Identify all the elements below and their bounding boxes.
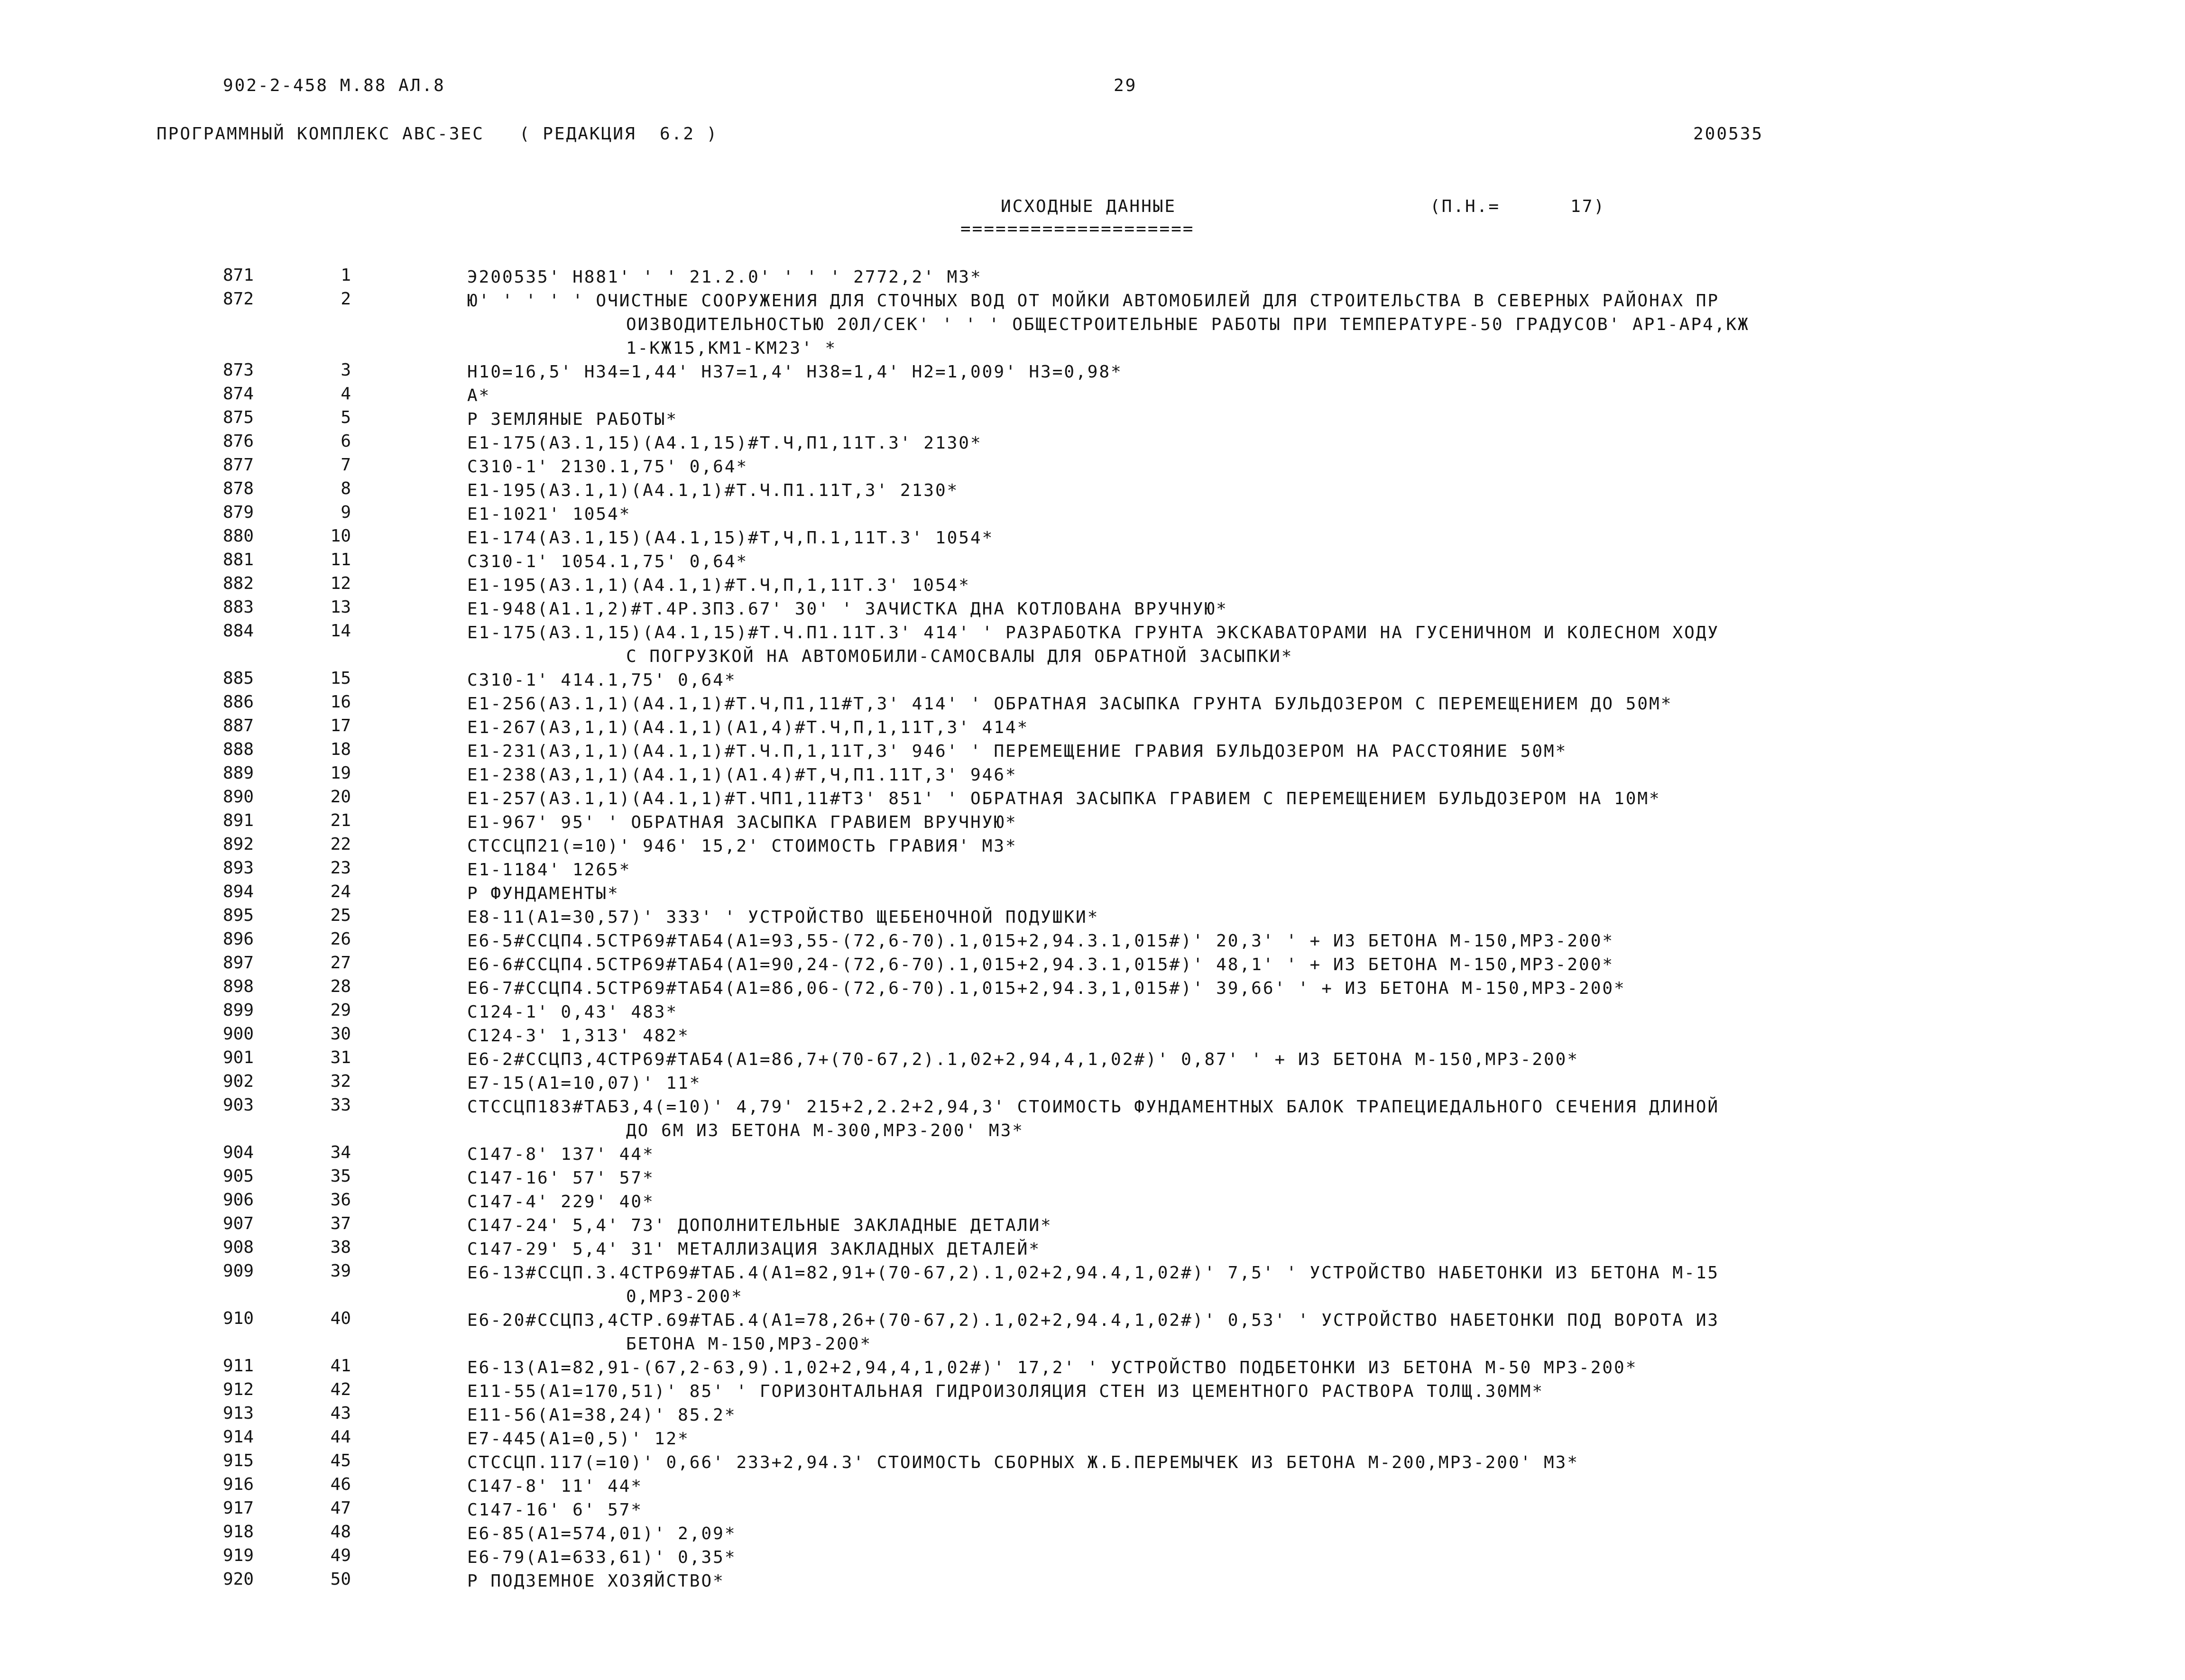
record-line: С147-8' 137' 44* bbox=[467, 1145, 655, 1164]
listing-row bbox=[0, 526, 2185, 550]
listing-row bbox=[0, 716, 2185, 740]
local-line-number: 32 bbox=[330, 1072, 351, 1091]
record-continuation-line: БЕТОНА М-150,МРЗ-200* bbox=[626, 1334, 872, 1354]
record-text bbox=[467, 1238, 2018, 1261]
record-text bbox=[467, 811, 2018, 835]
listing-row bbox=[0, 1522, 2185, 1546]
record-line: С310-1' 2130.1,75' 0,64* bbox=[467, 457, 748, 477]
local-line-number: 9 bbox=[341, 503, 351, 522]
global-line-number: 878 bbox=[222, 479, 254, 498]
section-parameter: (П.Н.= 17) bbox=[1430, 197, 1606, 216]
record-continuation-line: ОИЗВОДИТЕЛЬНОСТЬЮ 20Л/СЕК' ' ' ' ОБЩЕСТРОИТЕЛЬНЫЕ РАБОТЫ ПРИ ТЕМПЕРАТУРЕ-50 ГРАДУСОВ' АР1-АР4,КЖ bbox=[626, 315, 1750, 334]
global-line-number: 876 bbox=[222, 431, 254, 451]
record-text bbox=[467, 1095, 2018, 1143]
record-text bbox=[467, 266, 2018, 289]
local-line-number: 36 bbox=[330, 1190, 351, 1210]
local-line-number: 6 bbox=[341, 431, 351, 451]
global-line-number: 884 bbox=[222, 621, 254, 641]
local-line-number: 39 bbox=[330, 1261, 351, 1281]
local-line-number: 22 bbox=[330, 835, 351, 854]
record-text bbox=[467, 1261, 2018, 1309]
global-line-number: 886 bbox=[222, 692, 254, 712]
local-line-number: 37 bbox=[330, 1214, 351, 1233]
record-text bbox=[467, 740, 2018, 763]
global-line-number: 894 bbox=[222, 882, 254, 901]
record-text bbox=[467, 929, 2018, 953]
record-line: СТССЦП21(=10)' 946' 15,2' СТОИМОСТЬ ГРАВИЯ' М3* bbox=[467, 836, 1017, 856]
global-line-number: 916 bbox=[222, 1475, 254, 1494]
global-line-number: 908 bbox=[222, 1238, 254, 1257]
local-line-number: 38 bbox=[330, 1238, 351, 1257]
local-line-number: 48 bbox=[330, 1522, 351, 1542]
listing-row bbox=[0, 953, 2185, 977]
global-line-number: 896 bbox=[222, 929, 254, 949]
source-data-listing bbox=[0, 266, 2185, 1593]
global-line-number: 899 bbox=[222, 1001, 254, 1020]
global-line-number: 911 bbox=[222, 1356, 254, 1376]
record-text bbox=[467, 503, 2018, 526]
record-line: Е1-231(А3,1,1)(А4.1,1)#Т.Ч.П,1,11Т,3' 946' ' ПЕРЕМЕЩЕНИЕ ГРАВИЯ БУЛЬДОЗЕРОМ НА РАССТОЯНИЕ 50М* bbox=[467, 742, 1567, 761]
listing-row bbox=[0, 1024, 2185, 1048]
record-line: Е6-13#ССЦП.3.4СТР69#ТАБ.4(А1=82,91+(70-67,2).1,02+2,94.4,1,02#)' 7,5' ' УСТРОЙСТВО НАБЕТОНКИ ИЗ БЕТОНА М-15 bbox=[467, 1263, 1720, 1283]
local-line-number: 45 bbox=[330, 1451, 351, 1470]
record-text bbox=[467, 1024, 2018, 1048]
global-line-number: 919 bbox=[222, 1546, 254, 1565]
local-line-number: 31 bbox=[330, 1048, 351, 1067]
listing-row bbox=[0, 1261, 2185, 1309]
listing-row bbox=[0, 1238, 2185, 1261]
record-line: Е11-55(А1=170,51)' 85' ' ГОРИЗОНТАЛЬНАЯ ГИДРОИЗОЛЯЦИЯ СТЕН ИЗ ЦЕМЕНТНОГО РАСТВОРА ТОЛЩ.30ММ* bbox=[467, 1382, 1544, 1401]
listing-row bbox=[0, 692, 2185, 716]
record-line: Е1-175(А3.1,15)(А4.1,15)#Т.Ч.П1.11Т.3' 414' ' РАЗРАБОТКА ГРУНТА ЭКСКАВАТОРАМИ НА ГУСЕНИЧНОМ И КОЛЕСНОМ ХОДУ bbox=[467, 623, 1720, 643]
record-text bbox=[467, 1427, 2018, 1451]
record-text bbox=[467, 1072, 2018, 1095]
global-line-number: 898 bbox=[222, 977, 254, 996]
record-text bbox=[467, 384, 2018, 408]
listing-row bbox=[0, 1001, 2185, 1024]
global-line-number: 905 bbox=[222, 1166, 254, 1186]
record-text bbox=[467, 526, 2018, 550]
local-line-number: 25 bbox=[330, 906, 351, 925]
global-line-number: 901 bbox=[222, 1048, 254, 1067]
record-text bbox=[467, 1048, 2018, 1072]
local-line-number: 40 bbox=[330, 1309, 351, 1328]
record-text bbox=[467, 1404, 2018, 1427]
listing-row bbox=[0, 906, 2185, 929]
listing-row bbox=[0, 1546, 2185, 1570]
global-line-number: 883 bbox=[222, 597, 254, 617]
listing-row bbox=[0, 811, 2185, 835]
local-line-number: 5 bbox=[341, 408, 351, 427]
record-text bbox=[467, 787, 2018, 811]
global-line-number: 873 bbox=[222, 360, 254, 380]
global-line-number: 912 bbox=[222, 1380, 254, 1399]
record-text bbox=[467, 431, 2018, 455]
record-text bbox=[467, 1166, 2018, 1190]
local-line-number: 1 bbox=[341, 266, 351, 285]
record-line: Р ЗЕМЛЯНЫЕ РАБОТЫ* bbox=[467, 410, 678, 429]
record-line: Е1-948(А1.1,2)#Т.4Р.3П3.67' 30' ' ЗАЧИСТКА ДНА КОТЛОВАНА ВРУЧНУЮ* bbox=[467, 599, 1228, 619]
record-text bbox=[467, 763, 2018, 787]
record-line: Е1-195(А3.1,1)(А4.1,1)#Т.Ч,П,1,11Т.3' 1054* bbox=[467, 576, 970, 595]
record-line: Е6-79(А1=633,61)' 0,35* bbox=[467, 1548, 737, 1567]
record-line: Е6-2#ССЦП3,4СТР69#ТАБ4(А1=86,7+(70-67,2).1,02+2,94,4,1,02#)' 0,87' ' + ИЗ БЕТОНА М-150,МРЗ-200* bbox=[467, 1050, 1579, 1069]
global-line-number: 902 bbox=[222, 1072, 254, 1091]
listing-row bbox=[0, 763, 2185, 787]
record-line: Е1-967' 95' ' ОБРАТНАЯ ЗАСЫПКА ГРАВИЕМ ВРУЧНУЮ* bbox=[467, 813, 1017, 832]
record-continuation-line: 1-КЖ15,КМ1-КМ23' * bbox=[626, 339, 837, 358]
record-line: Е6-20#ССЦП3,4СТР.69#ТАБ.4(А1=78,26+(70-67,2).1,02+2,94.4,1,02#)' 0,53' ' УСТРОЙСТВО НАБЕТОНКИ ПОД ВОРОТА ИЗ bbox=[467, 1311, 1720, 1330]
local-line-number: 11 bbox=[330, 550, 351, 569]
listing-row bbox=[0, 431, 2185, 455]
record-text bbox=[467, 953, 2018, 977]
record-text bbox=[467, 835, 2018, 858]
local-line-number: 30 bbox=[330, 1024, 351, 1044]
record-text bbox=[467, 479, 2018, 503]
local-line-number: 7 bbox=[341, 455, 351, 475]
global-line-number: 888 bbox=[222, 740, 254, 759]
local-line-number: 3 bbox=[341, 360, 351, 380]
global-line-number: 897 bbox=[222, 953, 254, 973]
record-text bbox=[467, 1451, 2018, 1475]
local-line-number: 21 bbox=[330, 811, 351, 830]
listing-row bbox=[0, 835, 2185, 858]
local-line-number: 46 bbox=[330, 1475, 351, 1494]
local-line-number: 26 bbox=[330, 929, 351, 949]
section-title-underline: ==================== bbox=[960, 219, 1195, 239]
page-number: 29 bbox=[1114, 76, 1137, 95]
record-text bbox=[467, 669, 2018, 692]
global-line-number: 881 bbox=[222, 550, 254, 569]
global-line-number: 915 bbox=[222, 1451, 254, 1470]
local-line-number: 10 bbox=[330, 526, 351, 546]
global-line-number: 913 bbox=[222, 1404, 254, 1423]
listing-row bbox=[0, 574, 2185, 597]
global-line-number: 900 bbox=[222, 1024, 254, 1044]
record-line: Е1-257(А3.1,1)(А4.1,1)#Т.ЧП1,11#Т3' 851' ' ОБРАТНАЯ ЗАСЫПКА ГРАВИЕМ С ПЕРЕМЕЩЕНИЕМ БУЛЬДОЗЕРОМ НА 10М* bbox=[467, 789, 1661, 808]
global-line-number: 885 bbox=[222, 669, 254, 688]
global-line-number: 909 bbox=[222, 1261, 254, 1281]
global-line-number: 917 bbox=[222, 1498, 254, 1518]
document-number: 200535 bbox=[1693, 124, 1764, 144]
global-line-number: 903 bbox=[222, 1095, 254, 1115]
record-text bbox=[467, 1190, 2018, 1214]
record-text bbox=[467, 574, 2018, 597]
listing-row bbox=[0, 669, 2185, 692]
record-line: Е1-256(А3.1,1)(А4.1,1)#Т.Ч,П1,11#Т,3' 414' ' ОБРАТНАЯ ЗАСЫПКА ГРУНТА БУЛЬДОЗЕРОМ С ПЕРЕМЕЩЕНИЕМ ДО 50М* bbox=[467, 694, 1673, 714]
record-text bbox=[467, 360, 2018, 384]
local-line-number: 18 bbox=[330, 740, 351, 759]
record-text bbox=[467, 906, 2018, 929]
record-line: С147-8' 11' 44* bbox=[467, 1477, 643, 1496]
global-line-number: 910 bbox=[222, 1309, 254, 1328]
record-line: Е8-11(А1=30,57)' 333' ' УСТРОЙСТВО ЩЕБЕНОЧНОЙ ПОДУШКИ* bbox=[467, 908, 1099, 927]
listing-row bbox=[0, 1190, 2185, 1214]
record-text bbox=[467, 1356, 2018, 1380]
record-line: С310-1' 1054.1,75' 0,64* bbox=[467, 552, 748, 571]
record-line: Н10=16,5' Н34=1,44' Н37=1,4' Н38=1,4' Н2=1,009' Н3=0,98* bbox=[467, 362, 1123, 382]
listing-row bbox=[0, 384, 2185, 408]
record-line: Е1-238(А3,1,1)(А4.1,1)(А1.4)#Т,Ч,П1.11Т,3' 946* bbox=[467, 765, 1017, 785]
global-line-number: 875 bbox=[222, 408, 254, 427]
program-title: ПРОГРАММНЫЙ КОМПЛЕКС АВС-3ЕС ( РЕДАКЦИЯ 6.2 ) bbox=[157, 124, 719, 144]
local-line-number: 33 bbox=[330, 1095, 351, 1115]
local-line-number: 47 bbox=[330, 1498, 351, 1518]
global-line-number: 893 bbox=[222, 858, 254, 878]
record-line: Е1-195(А3.1,1)(А4.1,1)#Т.Ч.П1.11Т,3' 2130* bbox=[467, 481, 959, 500]
local-line-number: 4 bbox=[341, 384, 351, 404]
listing-row bbox=[0, 882, 2185, 906]
listing-row bbox=[0, 289, 2185, 360]
global-line-number: 880 bbox=[222, 526, 254, 546]
local-line-number: 24 bbox=[330, 882, 351, 901]
local-line-number: 15 bbox=[330, 669, 351, 688]
local-line-number: 16 bbox=[330, 692, 351, 712]
listing-row bbox=[0, 503, 2185, 526]
record-line: Е6-85(А1=574,01)' 2,09* bbox=[467, 1524, 737, 1543]
record-continuation-line: ДО 6М ИЗ БЕТОНА М-300,МРЗ-200' М3* bbox=[626, 1121, 1024, 1140]
global-line-number: 877 bbox=[222, 455, 254, 475]
record-line: С124-1' 0,43' 483* bbox=[467, 1002, 678, 1022]
listing-row bbox=[0, 1143, 2185, 1166]
local-line-number: 41 bbox=[330, 1356, 351, 1376]
listing-row bbox=[0, 1380, 2185, 1404]
listing-row bbox=[0, 1498, 2185, 1522]
record-line: Е1-175(А3.1,15)(А4.1,15)#Т.Ч,П1,11Т.3' 2130* bbox=[467, 433, 982, 453]
record-line: А* bbox=[467, 386, 491, 405]
local-line-number: 23 bbox=[330, 858, 351, 878]
listing-row bbox=[0, 929, 2185, 953]
record-text bbox=[467, 1475, 2018, 1498]
record-line: СТССЦП183#ТАБ3,4(=10)' 4,79' 215+2,2.2+2,94,3' СТОИМОСТЬ ФУНДАМЕНТНЫХ БАЛОК ТРАПЕЦИЕДАЛЬНОГО СЕЧЕНИЯ ДЛИНОЙ bbox=[467, 1097, 1720, 1117]
record-text bbox=[467, 455, 2018, 479]
record-line: Е6-5#ССЦП4.5СТР69#ТАБ4(А1=93,55-(72,6-70).1,015+2,94.3.1,015#)' 20,3' ' + ИЗ БЕТОНА М-150,МРЗ-200* bbox=[467, 931, 1614, 951]
document-code: 902-2-458 М.88 АЛ.8 bbox=[223, 76, 445, 95]
record-text bbox=[467, 716, 2018, 740]
listing-row bbox=[0, 1309, 2185, 1356]
global-line-number: 892 bbox=[222, 835, 254, 854]
record-text bbox=[467, 597, 2018, 621]
listing-row bbox=[0, 1356, 2185, 1380]
record-text bbox=[467, 977, 2018, 1001]
global-line-number: 889 bbox=[222, 763, 254, 783]
record-line: Е7-445(А1=0,5)' 12* bbox=[467, 1429, 690, 1449]
record-line: Е11-56(А1=38,24)' 85.2* bbox=[467, 1405, 737, 1425]
record-text bbox=[467, 550, 2018, 574]
record-text bbox=[467, 1498, 2018, 1522]
record-line: С310-1' 414.1,75' 0,64* bbox=[467, 670, 737, 690]
record-text bbox=[467, 1570, 2018, 1593]
record-text bbox=[467, 621, 2018, 669]
record-line: Е1-1184' 1265* bbox=[467, 860, 631, 880]
record-line: Э200535' Н881' ' ' 21.2.0' ' ' ' 2772,2' М3* bbox=[467, 267, 982, 287]
local-line-number: 27 bbox=[330, 953, 351, 973]
listing-row bbox=[0, 479, 2185, 503]
listing-row bbox=[0, 1404, 2185, 1427]
record-text bbox=[467, 1309, 2018, 1356]
global-line-number: 914 bbox=[222, 1427, 254, 1447]
record-line: С147-4' 229' 40* bbox=[467, 1192, 655, 1212]
listing-row bbox=[0, 977, 2185, 1001]
listing-row bbox=[0, 597, 2185, 621]
listing-row bbox=[0, 550, 2185, 574]
listing-row bbox=[0, 1048, 2185, 1072]
local-line-number: 19 bbox=[330, 763, 351, 783]
listing-row bbox=[0, 455, 2185, 479]
local-line-number: 35 bbox=[330, 1166, 351, 1186]
listing-row bbox=[0, 740, 2185, 763]
record-text bbox=[467, 692, 2018, 716]
listing-row bbox=[0, 858, 2185, 882]
local-line-number: 49 bbox=[330, 1546, 351, 1565]
record-line: С147-29' 5,4' 31' МЕТАЛЛИЗАЦИЯ ЗАКЛАДНЫХ ДЕТАЛЕЙ* bbox=[467, 1239, 1041, 1259]
record-text bbox=[467, 1143, 2018, 1166]
record-text bbox=[467, 1214, 2018, 1238]
global-line-number: 906 bbox=[222, 1190, 254, 1210]
local-line-number: 14 bbox=[330, 621, 351, 641]
record-text bbox=[467, 408, 2018, 431]
local-line-number: 50 bbox=[330, 1570, 351, 1589]
local-line-number: 20 bbox=[330, 787, 351, 807]
local-line-number: 2 bbox=[341, 289, 351, 309]
record-line: С147-24' 5,4' 73' ДОПОЛНИТЕЛЬНЫЕ ЗАКЛАДНЫЕ ДЕТАЛИ* bbox=[467, 1216, 1052, 1235]
local-line-number: 17 bbox=[330, 716, 351, 735]
record-text bbox=[467, 1001, 2018, 1024]
record-text bbox=[467, 1522, 2018, 1546]
record-line: Е6-7#ССЦП4.5СТР69#ТАБ4(А1=86,06-(72,6-70).1,015+2,94.3,1,015#)' 39,66' ' + ИЗ БЕТОНА М-150,МРЗ-200* bbox=[467, 979, 1626, 998]
record-line: С147-16' 57' 57* bbox=[467, 1168, 655, 1188]
listing-row bbox=[0, 1166, 2185, 1190]
local-line-number: 28 bbox=[330, 977, 351, 996]
record-line: Е6-13(А1=82,91-(67,2-63,9).1,02+2,94,4,1,02#)' 17,2' ' УСТРОЙСТВО ПОДБЕТОНКИ ИЗ БЕТОНА М-50 МРЗ-200* bbox=[467, 1358, 1638, 1377]
record-line: Р ПОДЗЕМНОЕ ХОЗЯЙСТВО* bbox=[467, 1571, 725, 1591]
record-line: Е1-1021' 1054* bbox=[467, 505, 631, 524]
listing-row bbox=[0, 621, 2185, 669]
listing-row bbox=[0, 1072, 2185, 1095]
global-line-number: 890 bbox=[222, 787, 254, 807]
record-line: Е1-174(А3.1,15)(А4.1,15)#Т,Ч,П.1,11Т.3' 1054* bbox=[467, 528, 994, 548]
global-line-number: 920 bbox=[222, 1570, 254, 1589]
listing-row bbox=[0, 1427, 2185, 1451]
listing-row bbox=[0, 360, 2185, 384]
listing-row bbox=[0, 1570, 2185, 1593]
local-line-number: 44 bbox=[330, 1427, 351, 1447]
global-line-number: 907 bbox=[222, 1214, 254, 1233]
record-line: С124-3' 1,313' 482* bbox=[467, 1026, 690, 1046]
global-line-number: 874 bbox=[222, 384, 254, 404]
listing-row bbox=[0, 1451, 2185, 1475]
local-line-number: 8 bbox=[341, 479, 351, 498]
record-continuation-line: С ПОГРУЗКОЙ НА АВТОМОБИЛИ-САМОСВАЛЫ ДЛЯ ОБРАТНОЙ ЗАСЫПКИ* bbox=[626, 647, 1293, 666]
listing-row bbox=[0, 408, 2185, 431]
local-line-number: 13 bbox=[330, 597, 351, 617]
record-line: С147-16' 6' 57* bbox=[467, 1500, 643, 1520]
global-line-number: 882 bbox=[222, 574, 254, 593]
listing-row bbox=[0, 1214, 2185, 1238]
record-text bbox=[467, 882, 2018, 906]
global-line-number: 872 bbox=[222, 289, 254, 309]
record-text bbox=[467, 1546, 2018, 1570]
global-line-number: 891 bbox=[222, 811, 254, 830]
global-line-number: 895 bbox=[222, 906, 254, 925]
local-line-number: 12 bbox=[330, 574, 351, 593]
record-text bbox=[467, 289, 2018, 360]
local-line-number: 42 bbox=[330, 1380, 351, 1399]
global-line-number: 879 bbox=[222, 503, 254, 522]
record-text bbox=[467, 1380, 2018, 1404]
global-line-number: 904 bbox=[222, 1143, 254, 1162]
record-line: Е6-6#ССЦП4.5СТР69#ТАБ4(А1=90,24-(72,6-70).1,015+2,94.3.1,015#)' 48,1' ' + ИЗ БЕТОНА М-150,МРЗ-200* bbox=[467, 955, 1614, 974]
listing-row bbox=[0, 266, 2185, 289]
record-line: Е1-267(А3,1,1)(А4.1,1)(А1,4)#Т.Ч,П,1,11Т,3' 414* bbox=[467, 718, 1029, 737]
record-line: Р ФУНДАМЕНТЫ* bbox=[467, 884, 619, 903]
global-line-number: 918 bbox=[222, 1522, 254, 1542]
record-line: Е7-15(А1=10,07)' 11* bbox=[467, 1074, 701, 1093]
local-line-number: 43 bbox=[330, 1404, 351, 1423]
global-line-number: 887 bbox=[222, 716, 254, 735]
local-line-number: 34 bbox=[330, 1143, 351, 1162]
local-line-number: 29 bbox=[330, 1001, 351, 1020]
listing-row bbox=[0, 1095, 2185, 1143]
listing-row bbox=[0, 1475, 2185, 1498]
listing-row bbox=[0, 787, 2185, 811]
record-text bbox=[467, 858, 2018, 882]
record-line: СТССЦП.117(=10)' 0,66' 233+2,94.3' СТОИМОСТЬ СБОРНЫХ Ж.Б.ПЕРЕМЫЧЕК ИЗ БЕТОНА М-200,МРЗ-200' М3* bbox=[467, 1453, 1579, 1472]
section-title: ИСХОДНЫЕ ДАННЫЕ bbox=[1001, 197, 1177, 216]
record-continuation-line: 0,МРЗ-200* bbox=[626, 1287, 743, 1306]
record-line: Ю' ' ' ' ' ОЧИСТНЫЕ СООРУЖЕНИЯ ДЛЯ СТОЧНЫХ ВОД ОТ МОЙКИ АВТОМОБИЛЕЙ ДЛЯ СТРОИТЕЛЬСТВА В СЕВЕРНЫХ РАЙОНАХ ПР bbox=[467, 291, 1720, 311]
global-line-number: 871 bbox=[222, 266, 254, 285]
